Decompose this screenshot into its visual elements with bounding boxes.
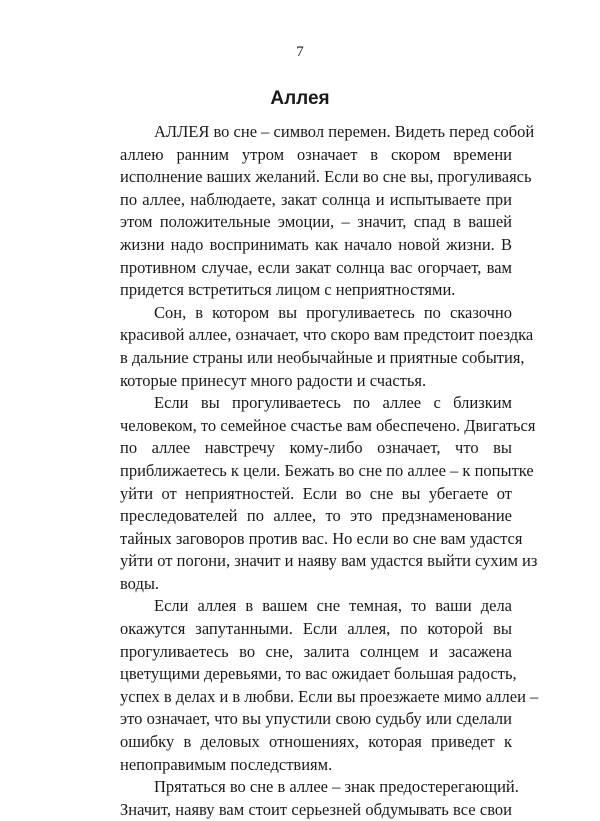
text-line: приближаетесь к цели. Бежать во сне по аллее – к попытке bbox=[120, 460, 534, 480]
page-number: 7 bbox=[296, 44, 304, 60]
text-line: по аллее, наблюдаете, закат солнца и испытываете при bbox=[120, 189, 512, 209]
text-line: это означает, что вы упустили свою судьбу или сделали bbox=[120, 709, 512, 729]
text-line: Если вы прогуливаетесь по аллее с близким bbox=[154, 393, 512, 413]
paragraph bbox=[120, 776, 519, 821]
text-line: которые принесут много радости и счастья. bbox=[120, 370, 427, 390]
text-line: придется встретиться лицом с неприятностями. bbox=[120, 280, 456, 300]
text-line: прогуливаетесь во сне, залита солнцем и засажена bbox=[120, 641, 512, 661]
paragraph bbox=[120, 595, 539, 776]
text-line: противном случае, если закат солнца вас огорчает, вам bbox=[120, 257, 512, 277]
text-line: успех в делах и в любви. Если вы проезжаете мимо аллеи – bbox=[120, 686, 539, 706]
text-line: уйти от погони, значит и наяву вам удастся выйти сухим из bbox=[120, 551, 538, 571]
text-line: преследователей по аллее, то это предзнаменование bbox=[120, 506, 512, 526]
text-line: окажутся запутанными. Если аллея, по которой вы bbox=[120, 619, 512, 639]
text-line: ошибку в деловых отношениях, которая приведет к bbox=[120, 732, 512, 752]
page-title: Аллея bbox=[270, 88, 330, 109]
text-line: жизни надо воспринимать как начало новой жизни. В bbox=[120, 234, 512, 254]
paragraph bbox=[120, 392, 538, 595]
text-line: тайных заговоров против вас. Но если во сне вам удастся bbox=[120, 528, 523, 548]
body-text bbox=[120, 121, 539, 821]
paragraph bbox=[120, 121, 535, 302]
text-line: человеком, то семейное счастье вам обеспечено. Двигаться bbox=[120, 415, 536, 435]
paragraph bbox=[120, 302, 534, 392]
text-line: в дальние страны или необычайные и приятные события, bbox=[120, 347, 525, 367]
text-line: Прятаться во сне в аллее – знак предостерегающий. bbox=[154, 777, 519, 797]
text-line: красивой аллее, означает, что скоро вам предстоит поездка bbox=[120, 325, 534, 345]
text-line: уйти от неприятностей. Если во сне вы убегаете от bbox=[120, 483, 512, 503]
text-line: непоправимым последствиям. bbox=[120, 754, 333, 774]
text-line: воды. bbox=[120, 573, 160, 593]
text-line: этом положительные эмоции, – значит, спад в вашей bbox=[120, 212, 512, 232]
text-line: аллею ранним утром означает в скором времени bbox=[120, 144, 512, 164]
text-line: Если аллея в вашем сне темная, то ваши дела bbox=[154, 596, 512, 616]
text-line: Сон, в котором вы прогуливаетесь по сказочно bbox=[154, 302, 512, 322]
text-line: исполнение ваших желаний. Если во сне вы, прогуливаясь bbox=[120, 167, 532, 187]
text-line: Значит, наяву вам стоит серьезней обдумывать все свои bbox=[120, 799, 512, 819]
text-line: по аллее навстречу кому-либо означает, что вы bbox=[120, 438, 512, 458]
text-line: АЛЛЕЯ во сне – символ перемен. Видеть перед собой bbox=[154, 122, 535, 141]
text-line: цветущими деревьями, то вас ожидает большая радость, bbox=[120, 664, 517, 684]
